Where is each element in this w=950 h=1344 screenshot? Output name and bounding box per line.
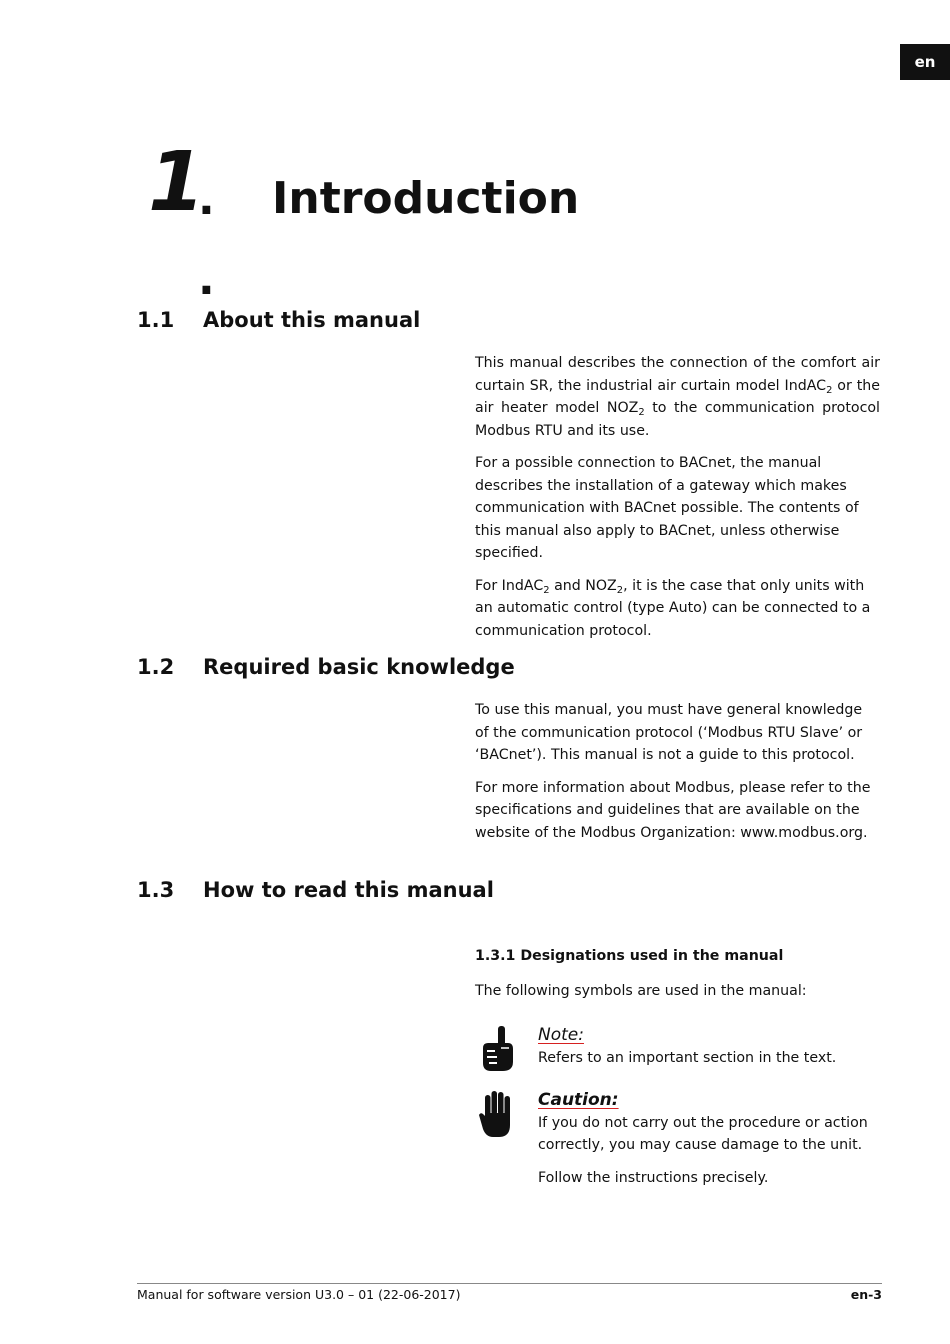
note-label: Note: xyxy=(538,1025,584,1045)
stop-hand-icon xyxy=(475,1089,519,1139)
section-number: 1.3 xyxy=(137,878,175,902)
section-1-3-body xyxy=(475,945,880,1012)
caution-text: If you do not carry out the procedure or action correctly, you may cause damage to the unit. xyxy=(538,1114,868,1153)
chapter-number: 1 xyxy=(148,135,206,230)
paragraph: This manual describes the connection of the comfort air curtain SR, the industrial air curtain model IndAC$_2$ or the air heater model $NOZ_2$ to the communication protocol Modbus RTU and its use. xyxy=(475,355,881,439)
chapter-title: Introduction xyxy=(272,173,580,224)
note-text: Refers to an important section in the text. xyxy=(538,1049,837,1066)
pointing-hand-icon xyxy=(475,1024,519,1074)
paragraph: For IndAC$_2$ and $NOZ_2$, it is the case that only units with an automatic control (type Auto) can be connected to a communication protocol. xyxy=(475,577,871,639)
section-number: 1.1 xyxy=(137,308,175,332)
page-number: en-3 xyxy=(850,1287,882,1302)
language-tab: en xyxy=(900,44,950,80)
footer-version: Manual for software version U3.0 – 01 (22-06-2017) xyxy=(137,1287,461,1302)
section-1-1-body xyxy=(475,352,880,652)
section-title: Required basic knowledge xyxy=(203,655,515,679)
caution-instruction: Follow the instructions precisely. xyxy=(538,1169,769,1186)
subsection-heading: 1.3.1 Designations used in the manual xyxy=(475,948,784,964)
paragraph: For more information about Modbus, please refer to the specifications and guidelines that are available on the website of the Modbus Organization: www.modbus.org. xyxy=(475,779,871,841)
paragraph: The following symbols are used in the manual: xyxy=(475,982,807,999)
paragraph: For a possible connection to BACnet, the manual describes the installation of a gateway which makes communication with BACnet possible. The contents of this manual also apply to BACnet, unless otherwise specified. xyxy=(475,455,859,561)
caution-label: Caution: xyxy=(538,1090,619,1110)
footer-divider xyxy=(137,1283,882,1284)
section-1-2-body xyxy=(475,699,880,854)
section-title: How to read this manual xyxy=(203,878,494,902)
chapter-dots: . . xyxy=(198,174,229,305)
paragraph: To use this manual, you must have general knowledge of the communication protocol (‘Modbus RTU Slave’ or ‘BACnet’). This manual is not a guide to this protocol. xyxy=(475,702,863,763)
section-title: About this manual xyxy=(203,308,421,332)
section-number: 1.2 xyxy=(137,655,175,679)
